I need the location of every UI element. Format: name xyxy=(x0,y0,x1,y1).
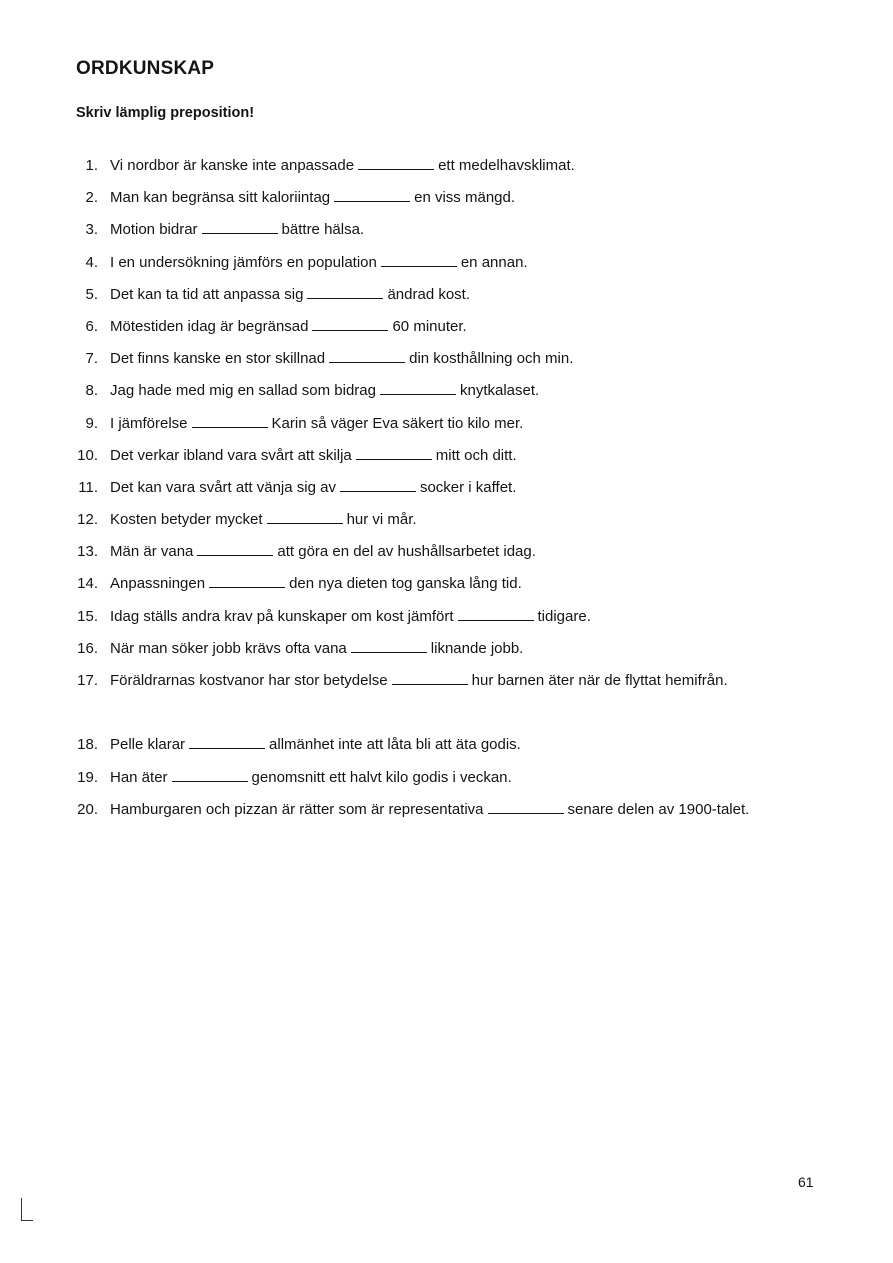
text-after: en annan. xyxy=(460,253,528,271)
item-number: 9. xyxy=(85,414,98,432)
text-before: Det finns kanske en stor skillnad xyxy=(110,350,326,368)
item-number: 5. xyxy=(85,285,98,303)
text-after: att göra en del av hushållsarbetet idag. xyxy=(277,543,536,561)
item-text xyxy=(110,311,770,343)
item-text xyxy=(110,601,770,633)
list-item xyxy=(0,214,893,246)
text-before: Vi nordbor är kanske inte anpassade xyxy=(110,157,355,174)
item-text xyxy=(110,729,770,761)
item-number: 13. xyxy=(77,543,98,561)
item-text xyxy=(110,279,770,311)
item-text xyxy=(110,343,770,375)
item-number: 11. xyxy=(78,478,98,496)
item-number: 2. xyxy=(85,189,98,207)
item-text xyxy=(110,568,770,600)
list-item xyxy=(0,182,893,214)
answer-blank[interactable] xyxy=(197,540,273,556)
item-text xyxy=(110,247,770,279)
text-after: allmänhet inte att låta bli att äta godis. xyxy=(269,736,521,754)
list-item xyxy=(0,504,893,536)
text-after: ett medelhavsklimat. xyxy=(438,157,575,174)
item-text xyxy=(110,665,770,697)
answer-blank[interactable] xyxy=(340,476,416,492)
crop-mark xyxy=(21,1198,33,1221)
item-number: 14. xyxy=(77,575,98,593)
text-after: genomsnitt ett halvt kilo godis i veckan. xyxy=(251,768,512,786)
item-text xyxy=(110,472,770,504)
answer-blank[interactable] xyxy=(351,637,427,653)
answer-blank[interactable] xyxy=(307,283,383,299)
answer-blank[interactable] xyxy=(329,347,405,363)
list-item xyxy=(0,472,893,504)
instruction: Skriv lämplig preposition! xyxy=(76,105,255,121)
text-before: Det verkar ibland vara svårt att skilja xyxy=(110,446,352,464)
text-before: Motion bidrar xyxy=(110,221,198,239)
item-text xyxy=(110,794,770,826)
text-before: Anpassningen xyxy=(110,575,206,593)
answer-blank[interactable] xyxy=(392,669,468,685)
text-after: senare delen av 1900-talet. xyxy=(567,800,750,818)
list-item xyxy=(0,440,893,472)
answer-blank[interactable] xyxy=(356,444,432,460)
answer-blank[interactable] xyxy=(334,186,410,202)
item-number: 10. xyxy=(77,446,98,464)
text-before: Han äter xyxy=(110,768,168,786)
text-after: mitt och ditt. xyxy=(435,446,517,464)
list-item xyxy=(0,536,893,568)
item-text xyxy=(110,762,770,794)
answer-blank[interactable] xyxy=(358,154,434,170)
answer-blank[interactable] xyxy=(488,798,564,814)
page-title: ORDKUNSKAP xyxy=(76,58,215,79)
item-text xyxy=(110,375,770,407)
text-after: Karin så väger Eva säkert tio kilo mer. xyxy=(271,414,524,432)
text-after: hur barnen äter när de flyttat hemifrån. xyxy=(471,672,728,689)
answer-blank[interactable] xyxy=(189,733,265,749)
item-number: 8. xyxy=(85,382,98,400)
text-after: den nya dieten tog ganska lång tid. xyxy=(289,575,522,593)
item-text xyxy=(110,633,770,665)
text-before: I en undersökning jämförs en population xyxy=(110,253,377,271)
page-number: 61 xyxy=(798,1174,814,1190)
list-item xyxy=(0,665,893,729)
list-item xyxy=(0,408,893,440)
item-text xyxy=(110,536,770,568)
text-before: I jämförelse xyxy=(110,414,188,432)
item-text xyxy=(110,440,770,472)
item-number: 19. xyxy=(77,768,98,786)
item-number: 7. xyxy=(85,350,98,368)
exercise-list xyxy=(0,150,893,858)
text-after: 60 minuter. xyxy=(392,317,467,335)
list-item xyxy=(0,601,893,633)
text-after: knytkalaset. xyxy=(460,382,540,400)
list-item xyxy=(0,150,893,182)
item-number: 3. xyxy=(85,221,98,239)
text-after: din kosthållning och min. xyxy=(409,350,574,368)
item-number: 16. xyxy=(77,639,98,657)
text-before: Kosten betyder mycket xyxy=(110,511,263,529)
answer-blank[interactable] xyxy=(209,572,285,588)
item-text xyxy=(110,408,770,440)
answer-blank[interactable] xyxy=(312,315,388,331)
answer-blank[interactable] xyxy=(267,508,343,524)
item-text xyxy=(110,504,770,536)
item-text xyxy=(110,150,770,182)
list-item xyxy=(0,568,893,600)
answer-blank[interactable] xyxy=(380,379,456,395)
list-item xyxy=(0,279,893,311)
text-after: socker i kaffet. xyxy=(419,478,517,496)
list-item xyxy=(0,247,893,279)
answer-blank[interactable] xyxy=(172,766,248,782)
item-number: 1. xyxy=(85,157,98,174)
list-item xyxy=(0,729,893,761)
text-before: Man kan begränsa sitt kaloriintag xyxy=(110,189,331,207)
text-after: ändrad kost. xyxy=(387,285,471,303)
text-after: liknande jobb. xyxy=(430,639,524,657)
text-before: Pelle klarar xyxy=(110,736,186,754)
item-number: 15. xyxy=(77,607,98,625)
answer-blank[interactable] xyxy=(381,251,457,267)
item-number: 6. xyxy=(85,317,98,335)
list-item xyxy=(0,375,893,407)
text-before: Mötestiden idag är begränsad xyxy=(110,317,309,335)
list-item xyxy=(0,762,893,794)
text-before: Det kan vara svårt att vänja sig av xyxy=(110,478,336,496)
item-number: 4. xyxy=(85,253,98,271)
text-before: Hamburgaren och pizzan är rätter som är representativa xyxy=(110,800,484,818)
list-item xyxy=(0,633,893,665)
item-number: 18. xyxy=(77,736,98,754)
text-after: hur vi mår. xyxy=(346,511,417,529)
answer-blank[interactable] xyxy=(202,218,278,234)
text-before: När man söker jobb krävs ofta vana xyxy=(110,639,347,657)
answer-blank[interactable] xyxy=(192,412,268,428)
item-text xyxy=(110,182,770,214)
text-before: Föräldrarnas kostvanor har stor betydelse xyxy=(110,672,388,689)
list-item xyxy=(0,343,893,375)
text-before: Jag hade med mig en sallad som bidrag xyxy=(110,382,376,400)
text-before: Idag ställs andra krav på kunskaper om kost jämfört xyxy=(110,607,454,625)
list-item xyxy=(0,311,893,343)
item-number: 17. xyxy=(77,672,98,689)
text-before: Män är vana xyxy=(110,543,194,561)
item-number: 20. xyxy=(77,800,98,818)
answer-blank[interactable] xyxy=(458,605,534,621)
list-item xyxy=(0,794,893,858)
text-after: tidigare. xyxy=(537,607,591,625)
text-before: Det kan ta tid att anpassa sig xyxy=(110,285,304,303)
text-after: bättre hälsa. xyxy=(281,221,365,239)
item-number: 12. xyxy=(77,511,98,529)
item-text xyxy=(110,214,770,246)
text-after: en viss mängd. xyxy=(414,189,516,207)
